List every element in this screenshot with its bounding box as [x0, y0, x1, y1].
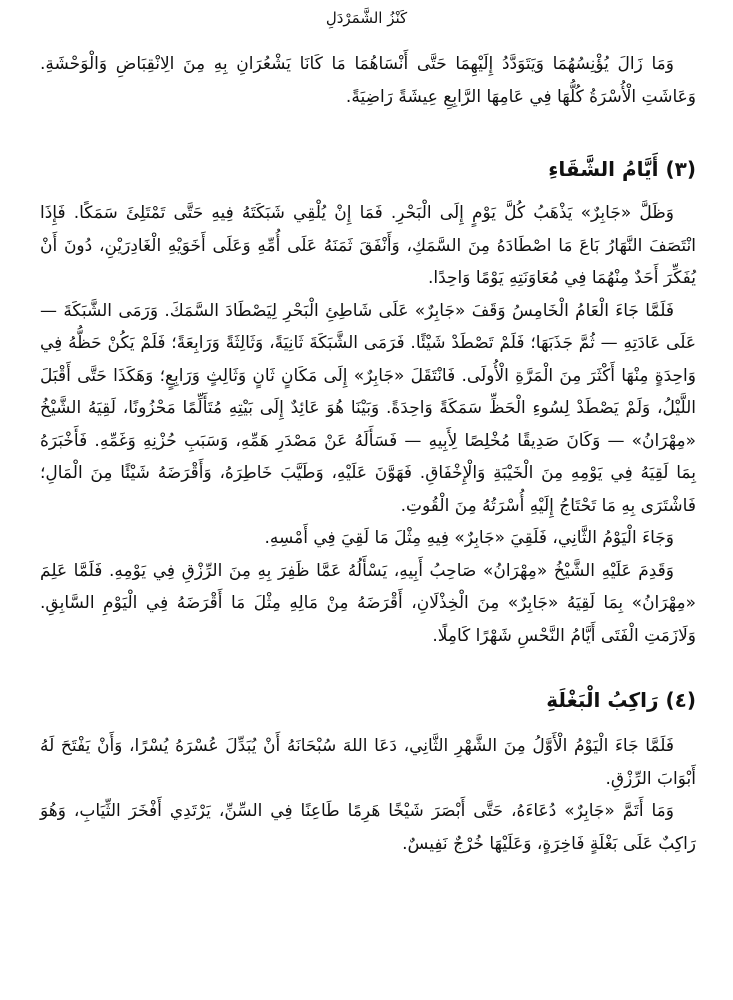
intro-paragraph: وَمَا زَالَ يُؤْنِسُهُمَا وَيَتَوَدَّدُ إِلَيْهِمَا حَتَّى أَنْسَاهُمَا مَا كَانَا يَشْعُرَانِ بِهِ مِنَ الِانْقِبَاضِ وَالْوَحْشَةِ. وَعَاشَتِ الْأُسْرَةُ كُلُّهَا فِي عَامِهَا الرَّابِعِ عِيشَةً رَاضِيَةً.	[40, 54, 696, 107]
page-content	[40, 48, 696, 860]
section-4-paragraph: فَلَمَّا جَاءَ الْيَوْمُ الْأَوَّلُ مِنَ الشَّهْرِ الثَّانِي، دَعَا اللهَ سُبْحَانَهُ أَنْ يُبَدِّلَ عُسْرَهُ يُسْرًا، وَأَنْ يَفْتَحَ لَهُ أَبْوَابَ الرِّزْقِ.	[40, 736, 696, 789]
running-head: كَنْزُ الشَّمَرْدَلِ	[325, 9, 408, 27]
section-3-paragraph: وَجَاءَ الْيَوْمُ الثَّانِي، فَلَقِيَ «جَابِرٌ» فِيهِ مِثْلَ مَا لَقِيَ فِي أَمْسِهِ.	[264, 528, 674, 548]
section-3-paragraph: وَظَلَّ «جَابِرٌ» يَذْهَبُ كُلَّ يَوْمٍ إِلَى الْبَحْرِ. فَمَا إِنْ يُلْقِي شَبَكَتَهُ فِيهِ حَتَّى تَمْتَلِئَ سَمَكًا. فَإِذَا انْتَصَفَ النَّهَارُ بَاعَ مَا اصْطَادَهُ مِنَ السَّمَكِ، وَأَنْفَقَ ثَمَنَهُ عَلَى أُمِّهِ وَعَلَى أَخَوَيْهِ الْغَادِرَيْنِ، دُونَ أَنْ يُفَكِّرَ أَحَدٌ مِنْهُمَا فِي مُعَاوَنَتِهِ يَوْمًا وَاحِدًا.	[40, 203, 696, 288]
section-4-heading: (٤) رَاكِبُ الْبَغْلَةِ	[546, 688, 696, 712]
section-4-paragraph: وَمَا أَتَمَّ «جَابِرٌ» دُعَاءَهُ، حَتَّى أَبْصَرَ شَيْخًا هَرِمًا طَاعِنًا فِي السِّنِّ، يَرْتَدِي أَفْخَرَ الثِّيَابِ، وَهُوَ رَاكِبٌ عَلَى بَغْلَةٍ فَاخِرَةٍ، وَعَلَيْهَا خُرْجٌ نَفِيسٌ.	[40, 801, 696, 854]
section-3-paragraph: وَقَدِمَ عَلَيْهِ الشَّيْخُ «مِهْرَانُ» صَاحِبُ أَبِيهِ، يَسْأَلُهُ عَمَّا ظَفِرَ بِهِ مِنَ الرِّزْقِ فِي يَوْمِهِ. فَلَمَّا عَلِمَ «مِهْرَانُ» بِمَا لَقِيَهُ «جَابِرٌ» مِنَ الْخِذْلَانِ، أَقْرَضَهُ مِنْ مَالِهِ مِثْلَ مَا أَقْرَضَهُ فِي الْيَوْمِ السَّابِقِ. وَلَازَمَتِ الْفَتَى أَيَّامُ النَّحْسِ شَهْرًا كَامِلًا.	[40, 560, 696, 646]
section-3-paragraph: فَلَمَّا جَاءَ الْعَامُ الْخَامِسُ وَقَفَ «جَابِرٌ» عَلَى شَاطِئِ الْبَحْرِ لِيَصْطَادَ السَّمَكَ. وَرَمَى الشَّبَكَةَ — عَلَى عَادَتِهِ — ثُمَّ جَذَبَهَا؛ فَلَمْ تَصْطَدْ شَيْئًا. فَرَمَى الشَّبَكَةَ ثَانِيَةً، وَثَالِثَةً وَرَابِعَةً؛ فَلَمْ يَكُنْ حَظُّهُ فِي وَاحِدَةٍ مِنْهَا أَكْثَرَ مِنَ الْمَرَّةِ الْأُولَى. فَانْتَقَلَ «جَابِرٌ» إِلَى مَكَانٍ ثَانٍ وَثَالِثٍ وَرَابِعٍ؛ وَهَكَذَا حَتَّى أَقْبَلَ اللَّيْلُ، وَلَمْ يَصْطَدْ لِسُوءِ الْحَظِّ سَمَكَةً وَاحِدَةً. وَبَيْنَا هُوَ عَائِدٌ إِلَى بَيْتِهِ مُتَأَلِّمًا مَحْزُونًا، لَقِيَهُ الشَّيْخُ «مِهْرَانُ» — وَكَانَ صَدِيقًا مُخْلِصًا لِأَبِيهِ — فَسَأَلَهُ عَنْ مَصْدَرِ هَمِّهِ، وَسَبَبِ حُزْنِهِ وَغَمِّهِ. فَأَخْبَرَهُ بِمَا لَقِيَهُ فِي يَوْمِهِ مِنَ الْخَيْبَةِ وَالْإِخْفَاقِ. فَهَوَّنَ عَلَيْهِ، وَطَيَّبَ خَاطِرَهُ، وَأَقْرَضَهُ شَيْئًا مِنَ الْمَالِ؛ فَاشْتَرَى بِهِ مَا تَحْتَاجُ إِلَيْهِ أُسْرَتُهُ مِنَ الْقُوتِ.	[40, 300, 696, 516]
section-3-heading: (٣) أَيَّامُ الشَّقَاءِ	[548, 157, 696, 181]
